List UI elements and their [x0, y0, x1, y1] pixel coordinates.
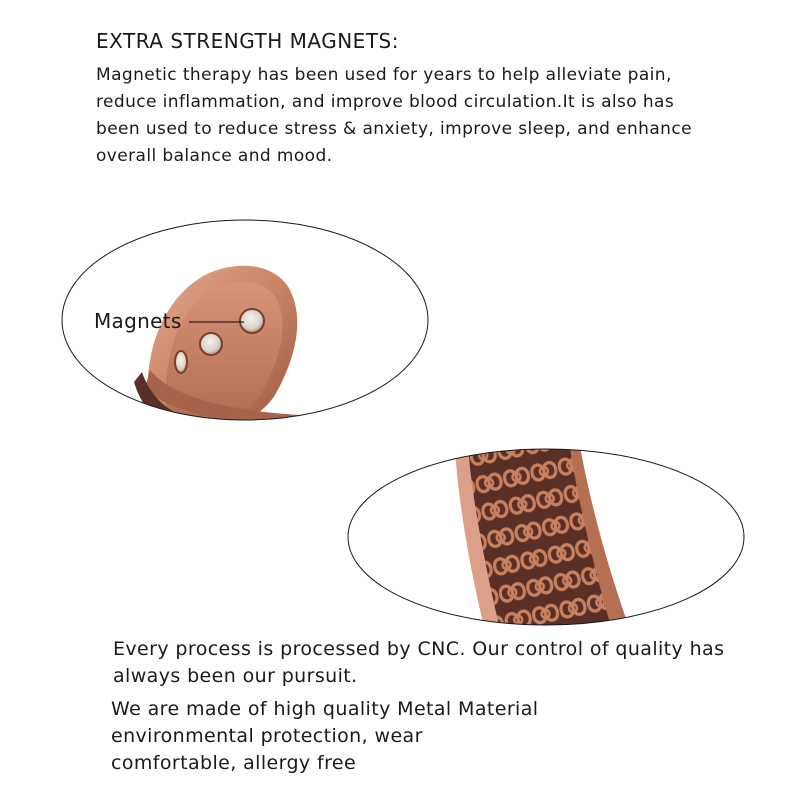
material-line: comfortable, allergy free: [111, 752, 357, 774]
intro-line: been used to reduce stress & anxiety, improve sleep, and enhance: [96, 119, 692, 139]
section-heading: EXTRA STRENGTH MAGNETS:: [96, 29, 399, 53]
cnc-line: Every process is processed by CNC. Our control of quality has: [113, 638, 725, 660]
magnet-icon: [200, 333, 222, 355]
material-line: We are made of high quality Metal Material: [111, 698, 539, 720]
cnc-paragraph: [113, 636, 773, 690]
material-line: environmental protection, wear: [111, 725, 423, 747]
intro-line: Magnetic therapy has been used for years to help alleviate pain,: [96, 65, 672, 85]
cnc-line: always been our pursuit.: [113, 665, 358, 687]
material-paragraph: [111, 696, 711, 777]
intro-line: reduce inflammation, and improve blood circulation.It is also has: [96, 92, 675, 112]
magnet-icon: [240, 309, 264, 333]
pattern-closeup: [345, 447, 747, 630]
magnet-icon: [175, 351, 187, 373]
magnets-label: Magnets: [94, 309, 182, 333]
intro-line: overall balance and mood.: [96, 146, 333, 166]
